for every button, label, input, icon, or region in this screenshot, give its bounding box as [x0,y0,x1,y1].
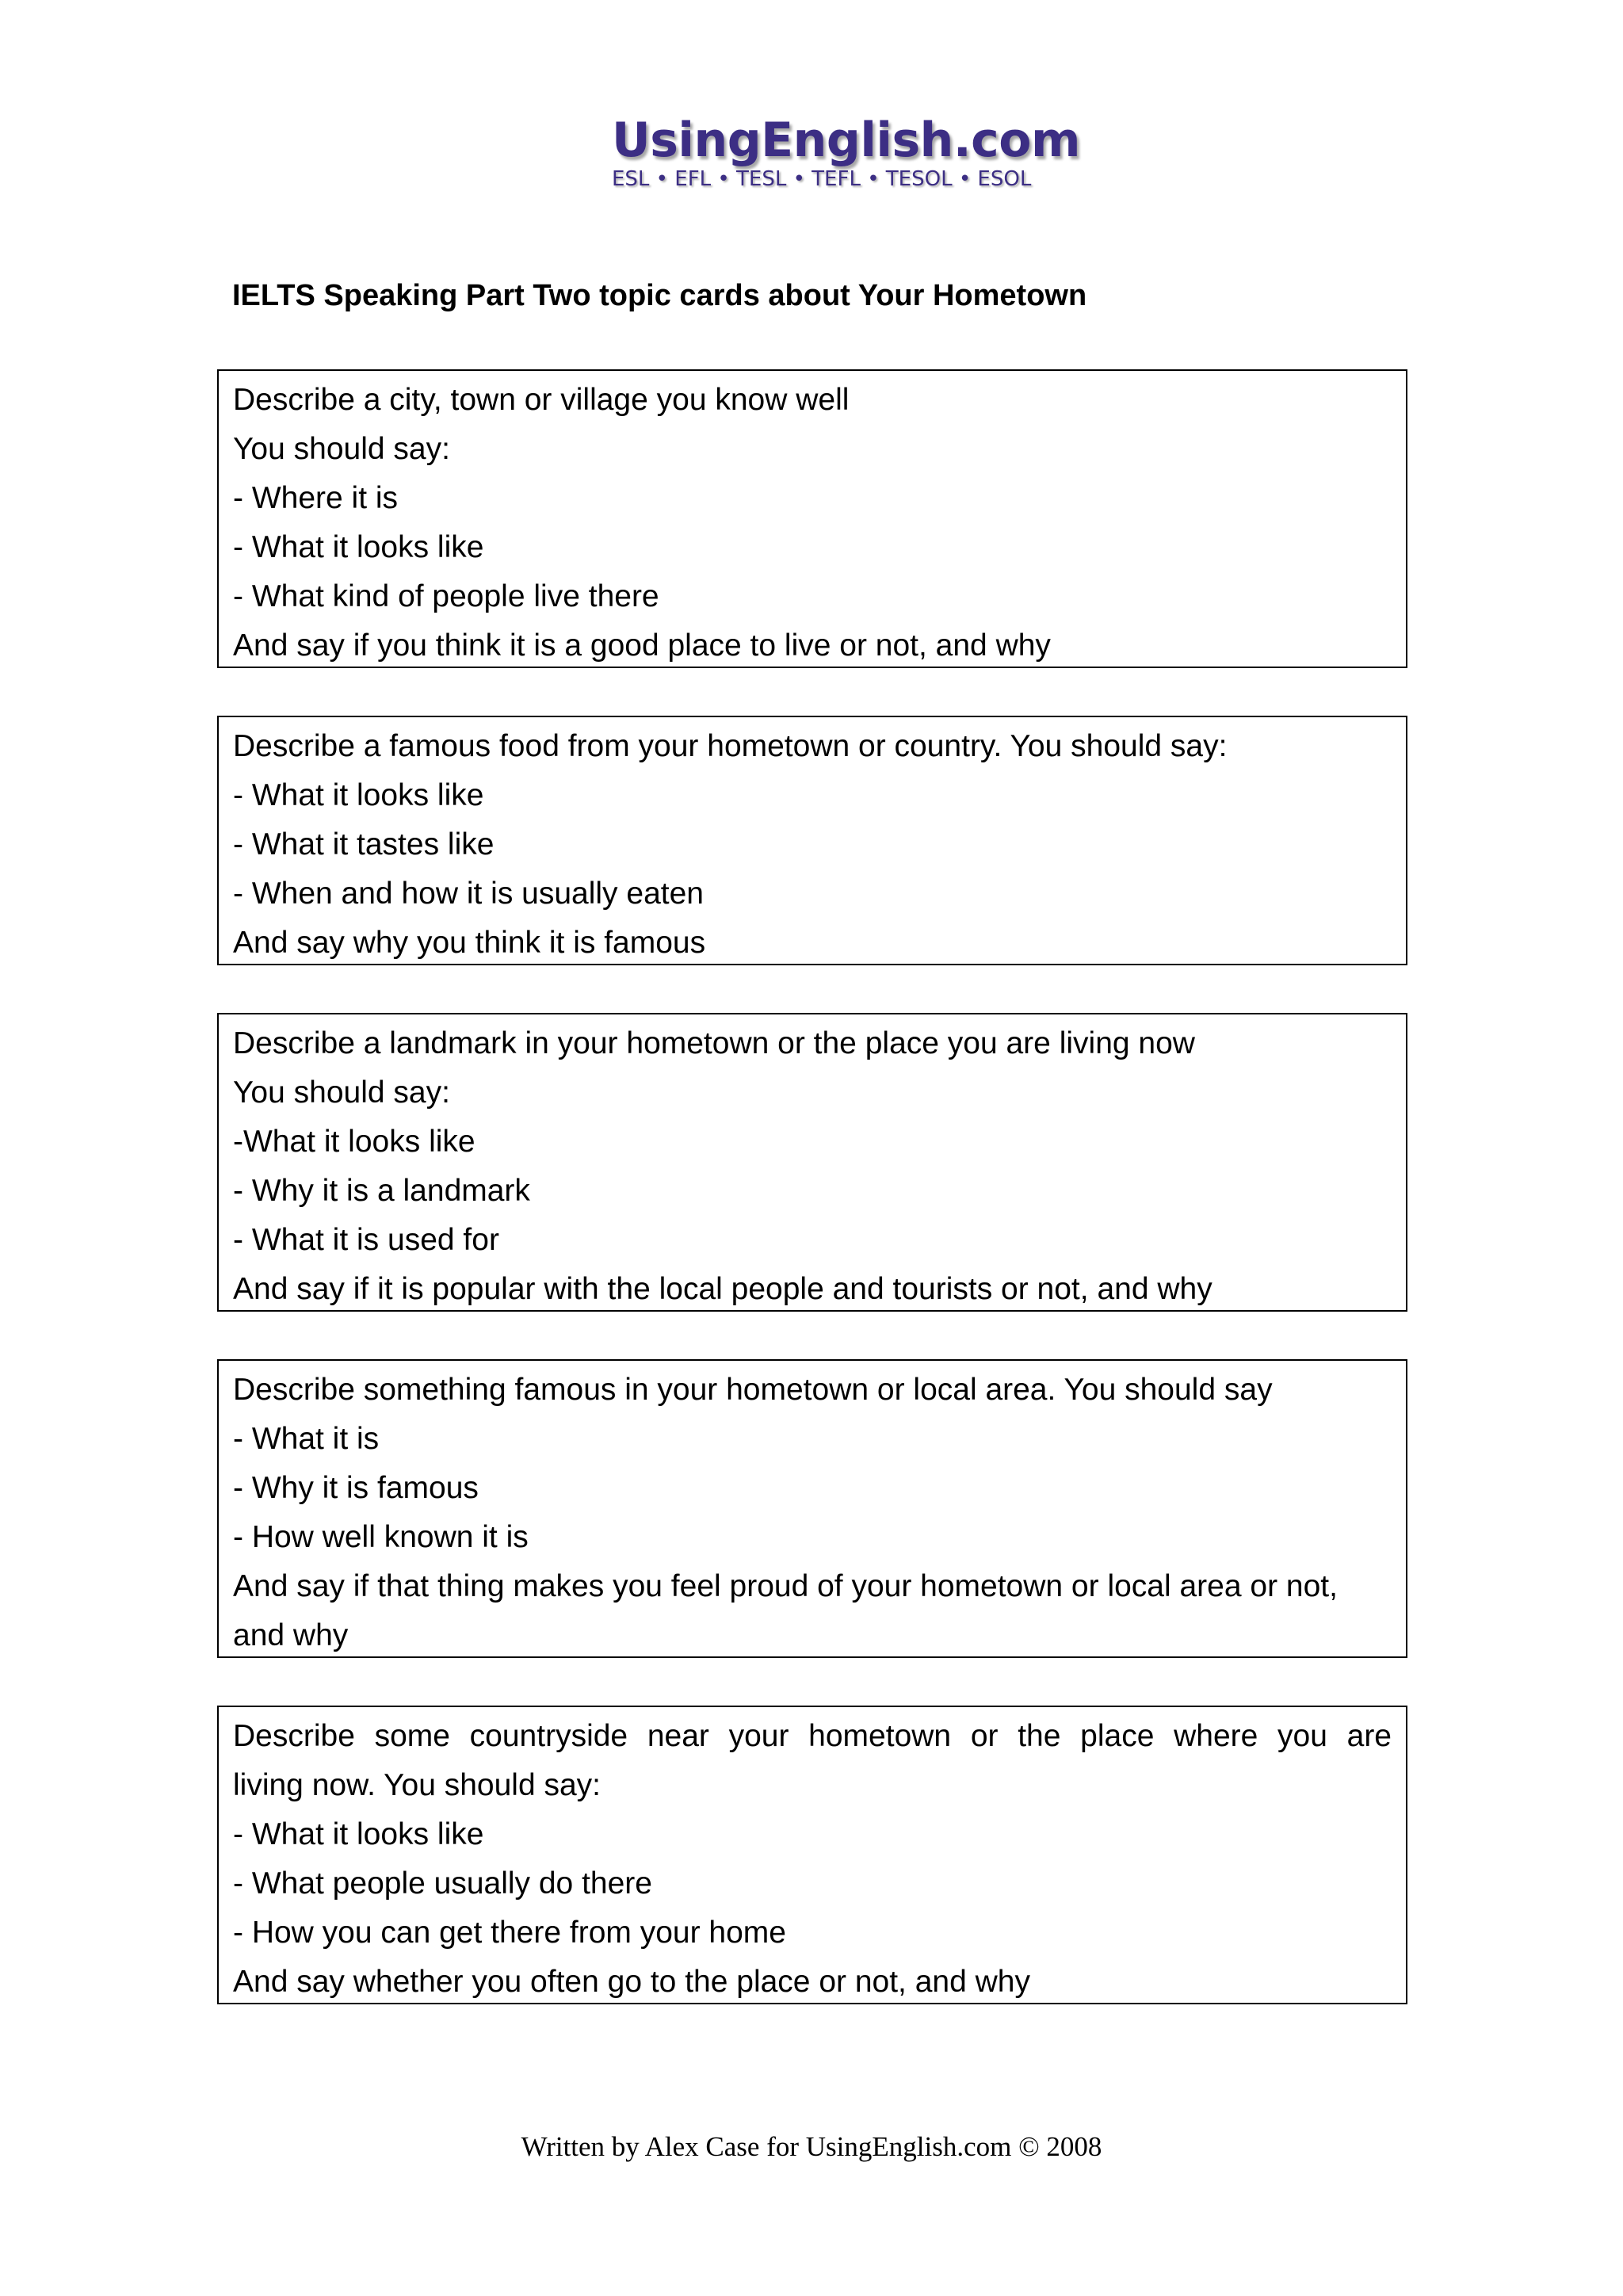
card-prompt: Describe a famous food from your hometown or country. You should say: [233,729,1228,763]
site-logo [612,113,1080,201]
card-bullet: - What it is used for [233,1223,499,1257]
page-title: IELTS Speaking Part Two topic cards about Your Hometown [232,279,1087,312]
card-bullet: - When and how it is usually eaten [233,877,704,911]
card-bullet: - What it looks like [233,778,484,812]
card-bullet: - Why it is famous [233,1471,479,1505]
card-bullet: - What it looks like [233,530,484,564]
card-instruction: You should say: [233,432,450,466]
card-closing: And say if you think it is a good place to live or not, and why [233,628,1051,663]
card-bullet: -What it looks like [233,1125,475,1159]
logo-wordmark: UsingEnglish.com [612,113,1080,168]
card-bullet: - What it is [233,1422,380,1456]
topic-card-something-famous [217,1359,1407,1658]
card-closing: And say why you think it is famous [233,926,706,960]
card-bullet: - How you can get there from your home [233,1916,786,1950]
card-prompt: Describe a city, town or village you know well [233,383,850,417]
card-bullet: - What kind of people live there [233,579,659,613]
topic-card-city-town-village [217,369,1407,668]
card-closing: And say if it is popular with the local people and tourists or not, and why [233,1272,1212,1306]
card-prompt: Describe some countryside near your hometown or the place where you are [233,1719,1392,1753]
topic-card-landmark [217,1013,1407,1312]
logo-tagline: ESL • EFL • TESL • TEFL • TESOL • ESOL [612,167,1032,191]
card-bullet: - Why it is a landmark [233,1174,530,1208]
card-bullet: - What it looks like [233,1817,484,1851]
card-closing: And say if that thing makes you feel proud of your hometown or local area or not, [233,1569,1338,1603]
card-prompt: Describe a landmark in your hometown or the place you are living now [233,1026,1195,1060]
card-prompt: Describe something famous in your hometown or local area. You should say [233,1373,1273,1407]
footer-credit: Written by Alex Case for UsingEnglish.com © 2008 [521,2131,1102,2162]
card-closing-continued: and why [233,1618,349,1652]
card-bullet: - Where it is [233,481,399,515]
card-bullet: - What it tastes like [233,827,495,861]
topic-card-countryside [217,1706,1407,2004]
topic-card-famous-food [217,716,1407,965]
card-prompt-continued: living now. You should say: [233,1768,601,1802]
card-instruction: You should say: [233,1075,450,1110]
card-bullet: - What people usually do there [233,1866,652,1901]
card-bullet: - How well known it is [233,1520,529,1554]
card-closing: And say whether you often go to the place or not, and why [233,1965,1030,1999]
